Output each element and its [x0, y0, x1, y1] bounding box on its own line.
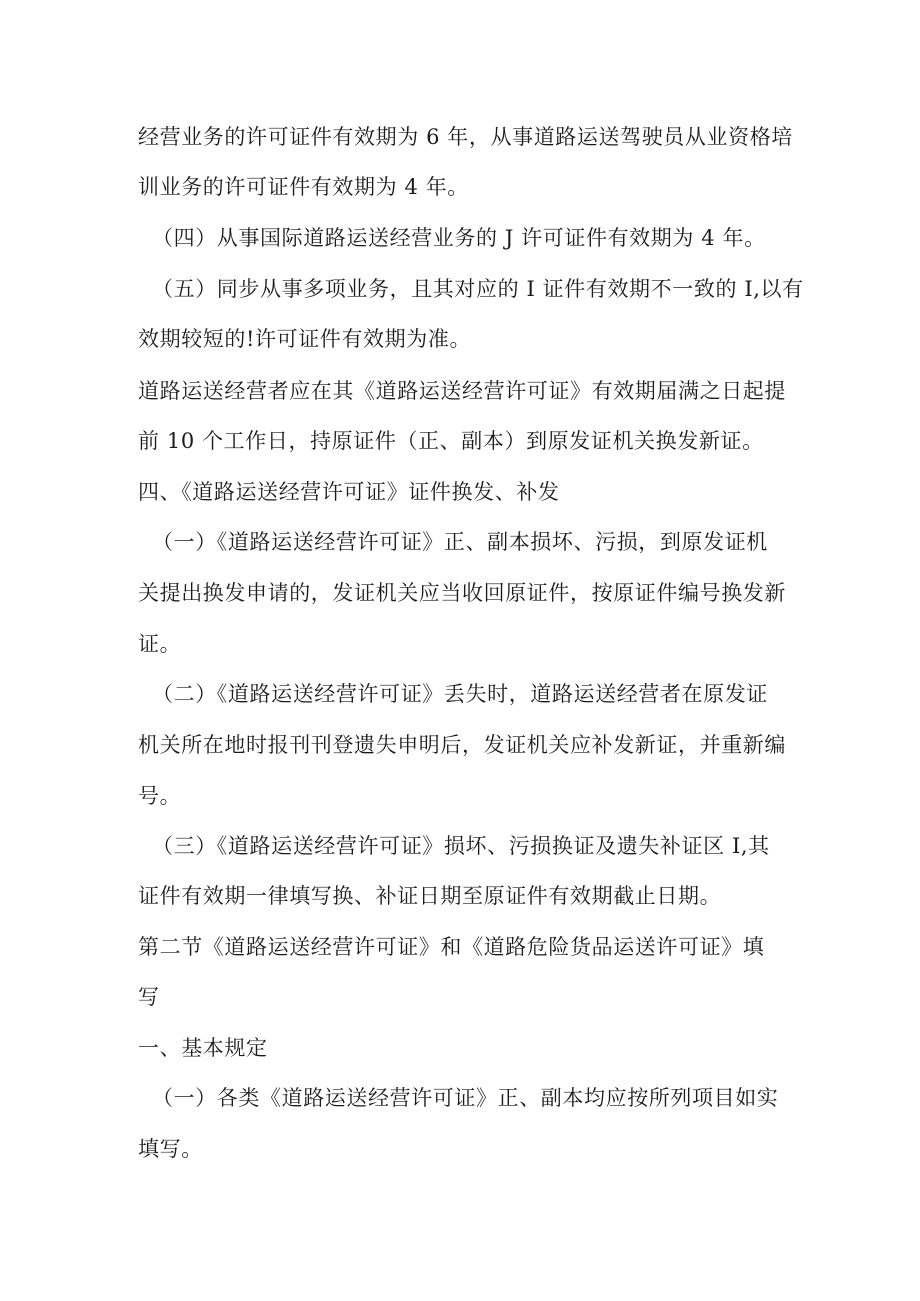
text-line: 训业务的许可证件有效期为 4 年。	[138, 175, 469, 199]
text-line: 前 10 个工作日，持原证件（正、副本）到原发证机关换发新证。	[138, 429, 764, 453]
text-line: （二）《道路运送经营许可证》丢失时，道路运送经营者在原发证	[152, 682, 768, 706]
text-line: 经营业务的许可证件有效期为 6 年，从事道路运送驾驶员从业资格培	[138, 125, 793, 149]
text-line: 证件有效期一律填写换、补证日期至原证件有效期截止日期。	[138, 884, 722, 908]
text-line: 填写。	[138, 1137, 203, 1161]
text-line: 效期较短的!许可证件有效期为准。	[138, 327, 472, 351]
section-heading: 第二节《道路运送经营许可证》和《道路危险货品运送许可证》填	[138, 935, 765, 959]
text-line: 号。	[138, 784, 182, 808]
text-line: 机关所在地时报刊刊登遗失申明后，发证机关应补发新证，并重新编	[138, 733, 786, 757]
text-line: （一）各类《道路运送经营许可证》正、副本均应按所列项目如实	[152, 1086, 779, 1110]
text-line: （三）《道路运送经营许可证》损坏、污损换证及遗失补证区 I,其	[152, 834, 770, 858]
text-line: （一）《道路运送经营许可证》正、副本损坏、污损，到原发证机	[152, 530, 768, 554]
text-line: 关提出换发申请的，发证机关应当收回原证件，按原证件编号换发新	[138, 581, 786, 605]
text-line: 证。	[138, 632, 182, 656]
section-heading: 写	[138, 985, 160, 1009]
section-heading: 一、基本规定	[138, 1036, 268, 1060]
section-heading: 四、《道路运送经营许可证》证件换发、补发	[138, 480, 560, 504]
text-line: （四）从事国际道路运送经营业务的 J 许可证件有效期为 4 年。	[152, 226, 766, 250]
text-line: （五）同步从事多项业务，且其对应的 I 证件有效期不一致的 I,以有	[152, 277, 804, 301]
text-line: 道路运送经营者应在其《道路运送经营许可证》有效期届满之日起提	[138, 379, 786, 403]
